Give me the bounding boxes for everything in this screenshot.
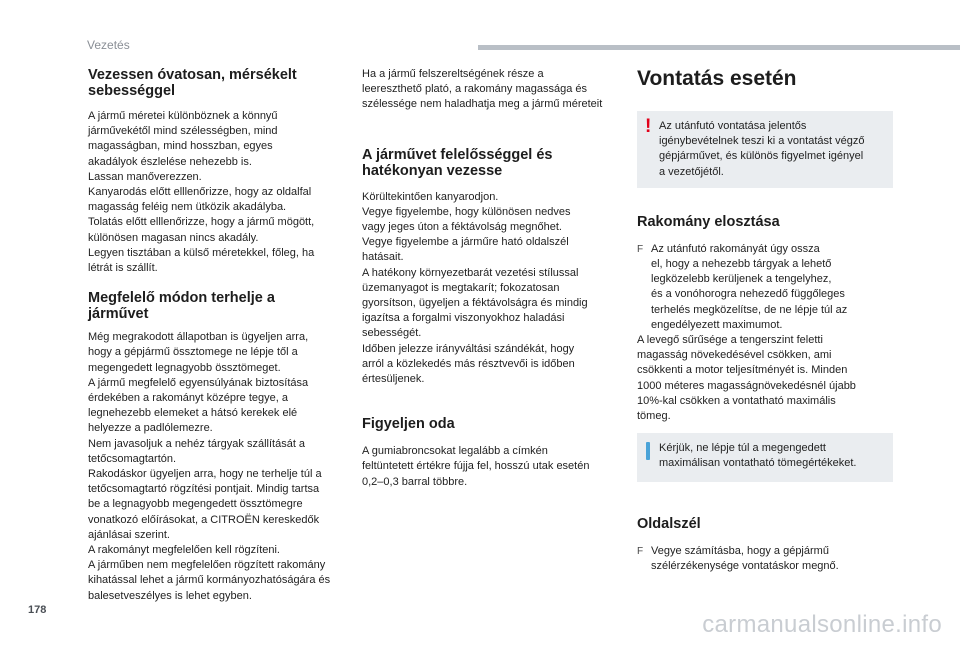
bullet-icon: F xyxy=(637,545,644,557)
warning-icon: ! xyxy=(645,116,652,137)
text-line: és a vonóhorogra nehezedő függőleges xyxy=(651,288,845,301)
text-line: balesetveszélyes is lehet egyben. xyxy=(88,589,252,602)
text-line: A levegő sűrűsége a tengerszint feletti xyxy=(637,334,823,347)
text-line: helyezze a padlólemezre. xyxy=(88,422,213,435)
text-line: hatásait. xyxy=(362,251,404,264)
text-line: értesüljenek. xyxy=(362,373,425,386)
text-line: A jármű megfelelő egyensúlyának biztosítása xyxy=(88,376,309,389)
text-line: Rakodáskor ügyeljen arra, hogy ne terhelje túl a xyxy=(88,468,322,481)
text-line: Nem javasoljuk a nehéz tárgyak szállítását a xyxy=(88,437,306,450)
text-line: a vezetőjétől. xyxy=(659,165,724,178)
text-line: engedélyezett maximumot. xyxy=(651,318,783,331)
header-bar xyxy=(478,45,960,50)
text-line: Vegye figyelembe a járműre ható oldalszél xyxy=(362,236,569,249)
text-line: tömeg. xyxy=(637,410,671,423)
text-line: terhelés megközelítse, de ne lépje túl az xyxy=(651,303,848,316)
text-line: A gumiabroncsokat legalább a címkén xyxy=(362,445,548,458)
text-line: megengedett legnagyobb össztömeget. xyxy=(88,361,281,374)
text-line: sebességét. xyxy=(362,327,422,340)
paragraph-tyres xyxy=(362,444,617,490)
column-1 xyxy=(88,67,353,604)
text-line: igazítsa a forgalmi viszonyokhoz haladási xyxy=(362,312,565,325)
text-line: feltüntetett értékre fújja fel, hosszú utak esetén xyxy=(362,460,590,473)
text-line: magasság növekedésével csökken, ami xyxy=(637,349,832,362)
text-line: üzemanyagot is megtakarít; fokozatosan xyxy=(362,281,560,294)
text-line: A rakományt megfelelően kell rögzíteni. xyxy=(88,544,280,557)
text-line: Ha a jármű felszereltségének része a xyxy=(362,68,544,80)
text-line: Kérjük, ne lépje túl a megengedett xyxy=(659,442,826,455)
text-line: arról a közlekedés más résztvevői is időben xyxy=(362,357,575,370)
paragraph-altitude xyxy=(637,333,893,424)
watermark: carmanualsonline.info xyxy=(702,611,942,638)
text-line: érdekében a rakományt középre tegye, a xyxy=(88,392,288,405)
warning-box xyxy=(637,111,893,188)
text-line: leereszthető plató, a rakomány magassága és xyxy=(362,83,588,96)
text-line: vonatkozó előírásokat, a CITROËN kereskedők xyxy=(88,513,320,526)
text-line: létrát is szállít. xyxy=(88,262,158,275)
text-line: tetőcsomagtartó rögzítési pontjait. Mindig tartsa xyxy=(88,483,320,496)
text-line: tetőcsomagtartón. xyxy=(88,452,177,465)
text-line: legnehezebb elemeket a hátsó kerekek elé xyxy=(88,407,298,420)
bullet-text-load xyxy=(651,242,893,333)
page-number: 178 xyxy=(28,604,47,616)
heading-pay-attention: Figyeljen oda xyxy=(362,416,455,433)
info-box xyxy=(637,433,893,481)
text-line: el, hogy a nehezebb tárgyak a lehető xyxy=(651,258,832,271)
text-line: akadályok észlelése nehezebb is. xyxy=(88,155,252,168)
text-line: be a legnagyobb megengedett össztömegre xyxy=(88,498,303,511)
paragraph-drive-carefully xyxy=(88,109,353,276)
text-line: járművekétől mind szélességben, mind xyxy=(88,125,278,138)
paragraph-drive-responsibly xyxy=(362,190,617,388)
text-line: szélessége nem haladhatja meg a jármű méreteit xyxy=(362,98,603,111)
text-line: A hatékony környezetbarát vezetési stílussal xyxy=(362,266,579,279)
text-line: vagy jeges úton a féktávolság megnőhet. xyxy=(362,221,562,234)
text-line: 10%-kal csökken a vontatható maximális xyxy=(637,394,836,407)
section-header: Vezetés xyxy=(87,38,130,52)
text-line: különösen magasan nincs akadály. xyxy=(88,231,259,244)
text-line: 1000 méteres magasságnövekedésnél újabb xyxy=(637,379,856,392)
warning-text xyxy=(659,119,883,180)
text-line: kihatással lehet a jármű kormányozhatóságára és xyxy=(88,574,331,587)
text-line: Tolatás előtt elllenőrizze, hogy a jármű mögött, xyxy=(88,216,315,229)
text-line: magasságban, mind hosszban, egyes xyxy=(88,140,273,153)
heading-load-properly: Megfelelő módon terhelje a járművet xyxy=(88,290,275,323)
text-line: hogy a gépjármű össztomege ne lépje től a xyxy=(88,346,298,359)
text-line: A járműben nem megfelelően rögzített rakomány xyxy=(88,559,326,572)
column-3 xyxy=(637,67,893,574)
text-line: Vegye figyelembe, hogy különösen nedves xyxy=(362,205,571,218)
text-line: legközelebb kerüljenek a tengelyhez, xyxy=(651,273,832,286)
heading-crosswind: Oldalszél xyxy=(637,515,701,532)
text-line: 0,2–0,3 barral többre. xyxy=(362,475,468,488)
text-line: szélérzékenysége vontatáskor megnő. xyxy=(651,559,839,572)
text-line: Az utánfutó vontatása jelentős xyxy=(659,120,807,132)
text-line: Időben jelezze irányváltási szándékát, hogy xyxy=(362,342,575,355)
list-item xyxy=(637,242,893,333)
bullet-text-crosswind xyxy=(651,544,893,574)
text-line: A jármű méretei különböznek a könnyű xyxy=(88,110,278,122)
heading-load-distribution: Rakomány elosztása xyxy=(637,213,780,230)
heading-drive-responsibly: A járművet felelősséggel és hatékonyan vezesse xyxy=(362,146,553,179)
text-line: Lassan manőverezzen. xyxy=(88,170,202,183)
text-line: Az utánfutó rakományát úgy ossza xyxy=(651,242,820,255)
text-line: Vegye számításba, hogy a gépjármű xyxy=(651,544,829,557)
text-line: maximálisan vontatható tömegértékeket. xyxy=(659,457,857,470)
column-2 xyxy=(362,67,617,490)
text-line: gépjárművet, és különös figyelmet igényel xyxy=(659,150,864,163)
paragraph-load-properly xyxy=(88,330,353,604)
text-line: Körültekintően kanyarodjon. xyxy=(362,190,499,203)
heading-drive-carefully: Vezessen óvatosan, mérsékelt sebességgel xyxy=(88,67,297,99)
text-line: gyorsítson, ügyeljen a féktávolságra és mindig xyxy=(362,297,588,310)
text-line: csökkenti a motor teljesítményét is. Minden xyxy=(637,364,848,377)
text-line: igénybevételnek teszi ki a vontatást végző xyxy=(659,135,865,148)
list-item xyxy=(637,544,893,574)
page-title-towing: Vontatás esetén xyxy=(637,67,797,90)
text-line: Kanyarodás előtt elllenőrizze, hogy az oldalfal xyxy=(88,186,312,199)
text-line: Legyen tisztában a külső méretekkel, főleg, ha xyxy=(88,246,315,259)
text-line: ajánlásai szerint. xyxy=(88,528,170,541)
text-line: Még megrakodott állapotban is ügyeljen arra, xyxy=(88,331,309,344)
info-text xyxy=(659,441,883,471)
paragraph-tailboard xyxy=(362,67,617,113)
bullet-icon: F xyxy=(637,243,644,255)
info-icon xyxy=(646,442,650,460)
text-line: magasság feléig nem ütközik akadályba. xyxy=(88,201,287,214)
